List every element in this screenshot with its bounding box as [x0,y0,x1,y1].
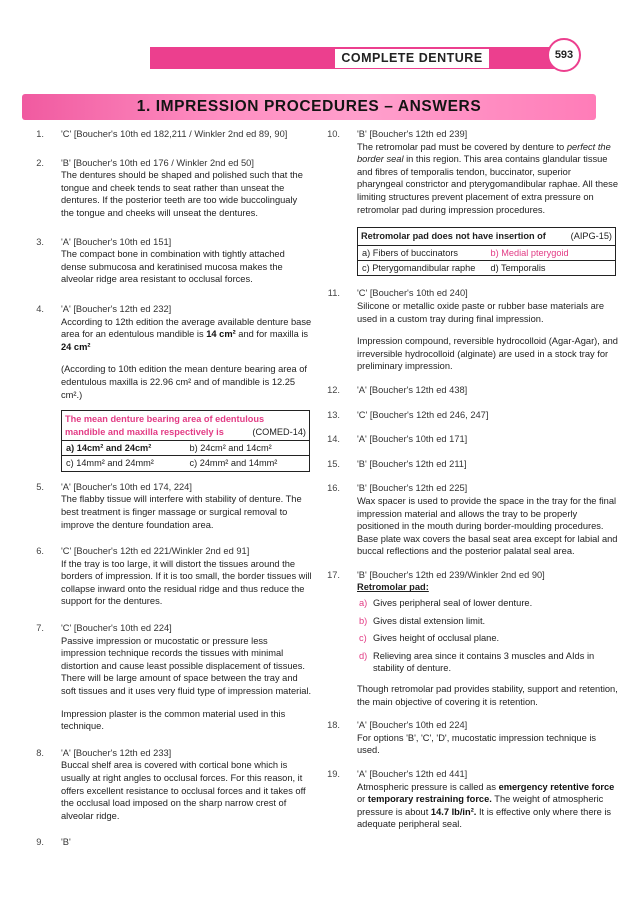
answer-reference: 'A' [Boucher's 10th ed 151] [61,236,172,247]
box-question [358,228,615,244]
list-marker: b) [359,615,368,626]
list-item [357,650,618,675]
exam-question-box [357,227,616,276]
exam-tag: (AIPG-15) [570,231,612,242]
bold-run: 14.7 lb/in². [430,806,477,817]
right-column [318,128,618,831]
answer-explanation: The flabby tissue will interfere with stability of denture. The best treatment is finger massage or surgical removal to improve the denture foundation area. [61,494,302,530]
answer-number: 9. [36,837,44,848]
answer-reference: 'C' [Boucher's 12th ed 246, 247] [357,409,489,420]
answer-number: 10. [327,129,340,139]
answer-number: 4. [36,303,44,314]
answer-note: (According to 10th edition the mean denture bearing area of edentulous maxilla is 22.96 cm² and of mandible is 12.25 cm².) [61,364,308,400]
option-a: a) Fibers of buccinators [362,247,458,258]
answer-2 [22,157,312,220]
retromolar-pad-list [357,597,618,675]
answer-explanation: The dentures should be shaped and polished such that the tongue and cheek tends to seat rather than unseat the dentures. If the posterior teeth are too wide buccolingualy the tongue and cheeks will unseat the dentures. [61,170,303,218]
answer-18 [318,719,618,757]
answer-14 [318,433,618,446]
answer-7 [22,622,312,733]
answer-6 [22,545,312,608]
answer-10 [318,128,618,216]
text-run: Atmospheric pressure is called as [357,781,499,792]
answer-number: 12. [327,384,340,395]
list-item [357,632,618,645]
chapter-title: 1. IMPRESSION PROCEDURES – ANSWERS [136,98,482,115]
text-run: It is effective only where there is adequate peripheral seal. [357,806,612,830]
answer-reference: 'A' [Boucher's 10th ed 171] [357,434,468,445]
answer-number: 1. [36,129,44,139]
box-question-text: Retromolar pad does not have insertion of [361,231,546,242]
chapter-title-bar [22,94,596,120]
answer-number: 14. [327,434,340,445]
text-run: According to 12th edition the average available denture base area for an edentulous mandible is [61,316,312,340]
answer-8 [22,747,312,823]
option-c: c) Pterygomandibular raphe [362,262,476,273]
answer-number: 11. [327,288,340,299]
answer-explanation: Buccal shelf area is covered with cortical bone which is usually at right angles to occlusal forces. For this reason, it offers excellent resistance to occlusal forces and it takes off the occlusal load imposed on the sharp narrow crest of alveolar ridge. [61,760,306,821]
list-marker: a) [359,598,368,609]
answer-reference: 'C' [Boucher's 10th ed 240] [357,288,468,299]
answer-number: 17. [327,569,340,580]
answer-number: 7. [36,623,44,634]
option-b: b) 24cm² and 14cm² [189,442,272,453]
bold-run: temporary restraining force. [367,794,492,805]
answer-number: 3. [36,236,44,247]
answer-explanation [357,141,618,217]
answer-5 [22,481,312,531]
text-run: The retromolar pad must be covered by denture to [357,141,567,152]
answer-explanation: If the tray is too large, it will distort the tissues around the borders of impression. If it is too small, the border tissues will collapse inward onto the residual ridge and thus reduce the support for the dentures. [61,558,312,607]
answer-reference: 'B' [61,837,71,848]
answer-number: 6. [36,546,44,557]
box-options-row [358,260,615,275]
answer-15 [318,458,618,471]
text-run: The weight of atmospheric pressure is about [357,794,604,817]
box-question [62,411,309,440]
exam-tag: (COMED-14) [252,426,306,437]
answer-explanation: For options 'B', 'C', 'D', mucostatic impression technique is used. [357,732,597,756]
answer-reference: 'A' [Boucher's 12th ed 233] [61,747,172,758]
answer-number: 8. [36,747,44,758]
answer-1 [22,128,312,141]
answer-reference: 'C' [Boucher's 10th ed 224] [61,623,172,634]
list-item-text: Relieving area since it contains 3 muscles and AIds in stability of denture. [373,650,595,674]
answer-reference: 'A' [Boucher's 12th ed 441] [357,769,468,779]
answer-reference: 'A' [Boucher's 10th ed 174, 224] [61,481,192,492]
answer-3 [22,236,312,286]
answer-reference: 'B' [Boucher's 12th ed 211] [357,458,467,469]
answer-note: Impression plaster is the common material used in this technique. [61,708,286,732]
answer-reference: 'B' [Boucher's 10th ed 176 / Winkler 2nd ed 50] [61,157,254,168]
answer-note: Impression compound, reversible hydrocolloid (Agar-Agar), and irreversible hydrocolloid (alginate) are used in a stock tray for preliminary impression. [357,336,618,372]
box-question-text: The mean denture bearing area of edentulous mandible and maxilla respectively is [65,414,265,437]
answer-reference: 'B' [Boucher's 12th ed 225] [357,483,468,494]
box-options-row [62,440,309,455]
answer-number: 19. [327,769,340,779]
answer-number: 18. [327,720,340,731]
exam-question-box [61,410,310,472]
answer-reference: 'A' [Boucher's 12th ed 438] [357,384,468,395]
text-run: in this region. This area contains glandular tissue and fibres of temporalis tendon, buccinator, superior pharyngeal constrictor and pterygomandibular raphae. All these limiting structures prevent placement of extra pressure on retromolar pad during impression procedures. [357,154,618,215]
list-item [357,597,618,610]
list-item-text: Gives distal extension limit. [373,615,486,626]
answer-number: 15. [327,458,340,469]
answer-explanation: Wax spacer is used to provide the space in the tray for the final impression material and allows the tray to be properly positioned in the mouth during border-moulding procedures. Base plate wax covers the basal seat area except for labial and buccal reflections and the posterior palatal seal area. [357,495,618,557]
box-options-row [358,245,615,260]
answer-note: Though retromolar pad provides stability, support and retention, the main objective of covering it is retention. [357,684,618,707]
answer-explanation: The compact bone in combination with tightly attached dense submucosa and keratinised mucosa makes the alveolar ridge area resistant to occlusal forces. [61,249,285,285]
answer-19 [318,768,618,831]
answer-number: 5. [36,481,44,492]
bold-run: emergency retentive force [498,781,615,792]
maxilla-area-value: 24 cm² [61,341,91,352]
answer-reference: 'C' [Boucher's 12th ed 221/Winkler 2nd ed 91] [61,546,250,557]
option-b: b) Medial pterygoid [490,247,569,258]
answer-16 [318,482,618,558]
box-options-row [62,455,309,470]
answer-number: 16. [327,483,340,494]
answer-number: 2. [36,157,44,168]
answer-explanation [61,316,312,354]
italic-run: perfect the border seal [357,141,611,165]
answer-reference: 'A' [Boucher's 12th ed 232] [61,303,172,314]
answer-17 [318,569,618,708]
answer-explanation: Silicone or metallic oxide paste or rubber base materials are used in a custom tray during final impression. [357,300,605,324]
answer-explanation: Passive impression or mucostatic or pressure less impression technique records the tissues with minimal distortion and cause least possible displacement of tissues. There will be large amount of space between the tray and soft tissues and it uses very fluid type of impression material. [61,635,312,697]
section-title: COMPLETE DENTURE [335,49,489,68]
list-item-text: Gives height of occlusal plane. [373,633,500,644]
answer-explanation [357,781,618,831]
answer-reference: 'B' [Boucher's 12th ed 239] [357,129,468,139]
list-item [357,615,618,628]
text-run: or [357,794,368,805]
answer-reference: 'B' [Boucher's 12th ed 239/Winkler 2nd ed 90] [357,569,545,580]
option-d: d) Temporalis [490,262,546,273]
option-a: a) 14cm² and 24cm² [66,442,152,453]
answer-reference: 'C' [Boucher's 10th ed 182,211 / Winkler 2nd ed 89, 90] [61,129,288,139]
answer-11 [318,287,618,373]
answer-reference: 'A' [Boucher's 10th ed 224] [357,720,468,731]
text-run: and for maxilla is [235,329,309,340]
mandible-area-value: 14 cm² [206,329,236,340]
page-number: 593 [547,38,581,72]
answer-9 [22,836,312,849]
left-column [22,128,312,849]
list-marker: d) [359,650,368,661]
answer-13 [318,409,618,422]
list-marker: c) [359,633,367,644]
answer-12 [318,384,618,397]
answer-number: 13. [327,409,340,420]
answer-4 [22,303,312,401]
subheading: Retromolar pad: [357,582,429,593]
option-c: c) 14mm² and 24mm² [66,458,154,469]
list-item-text: Gives peripheral seal of lower denture. [373,598,533,609]
option-d: c) 24mm² and 14mm² [189,458,278,469]
